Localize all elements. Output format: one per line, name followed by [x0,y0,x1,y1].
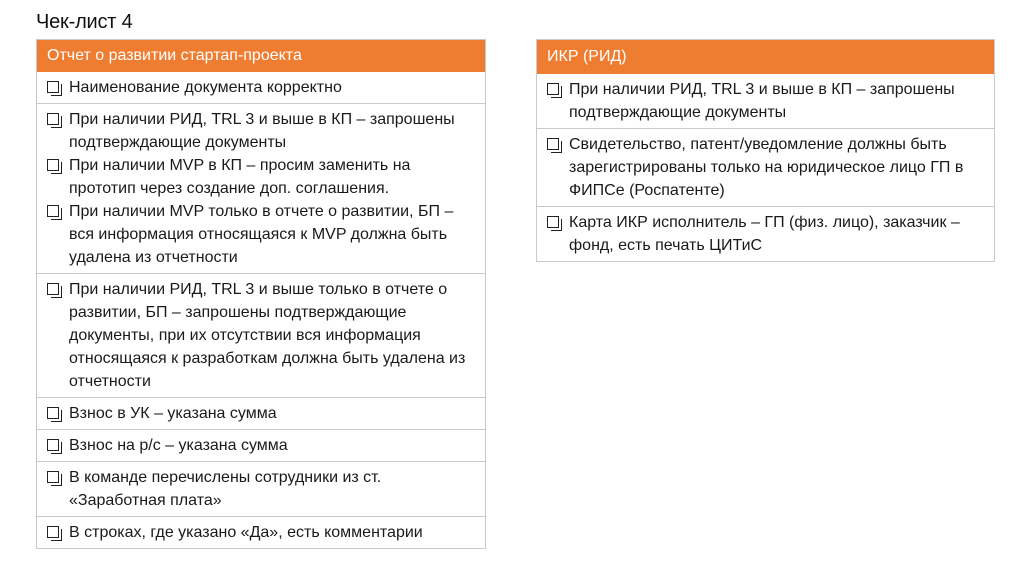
checkbox-icon [47,159,59,171]
checkbox-icon [47,81,59,93]
panel-header: Отчет о развитии стартап-проекта [37,40,485,72]
checklist-item-text: Карта ИКР исполнитель – ГП (физ. лицо), заказчик – фонд, есть печать ЦИТиС [569,214,960,254]
checklist-row [37,429,485,461]
checklist-item-text: Взнос в УК – указана сумма [69,405,277,422]
checklist-item [45,466,477,512]
checklist-rows [37,72,485,548]
checkbox-icon [547,138,559,150]
ikr-checklist [536,39,995,262]
checklist-item-text: В команде перечислены сотрудники из ст. «Заработная плата» [69,469,382,509]
checklist-row [37,72,485,103]
checklist-item-text: При наличии РИД, TRL 3 и выше в КП – запрошены подтверждающие документы [69,111,455,151]
checklist-item-text: При наличии MVP только в отчете о развитии, БП – вся информация относящаяся к MVP должна быть удалена из отчетности [69,203,454,266]
panel-header: ИКР (РИД) [537,40,994,74]
checklist-item [45,434,477,457]
checklist-item [545,211,986,257]
checklist-item-text: При наличии РИД, TRL 3 и выше в КП – запрошены подтверждающие документы [569,81,955,121]
checklist-item [45,154,477,200]
checkbox-icon [47,113,59,125]
checkbox-icon [47,471,59,483]
checkbox-icon [47,439,59,451]
startup-report-checklist [36,39,486,549]
checklist-row [537,128,994,206]
checklist-item-text: При наличии MVP в КП – просим заменить на прототип через создание доп. соглашения. [69,157,411,197]
checklist-row [37,461,485,516]
checklist-item [545,133,986,202]
checklist-rows [537,74,994,261]
checklist-row [537,206,994,261]
checklist-row [537,74,994,128]
checklist-row [37,273,485,397]
checklist-item [45,108,477,154]
checkbox-icon [47,407,59,419]
checkbox-icon [547,83,559,95]
checklist-item-text: При наличии РИД, TRL 3 и выше только в отчете о развитии, БП – запрошены подтверждающие документы, при их отсутствии вся информация относящаяся к разработкам должна быть удалена из отчетности [69,281,466,390]
checklist-row [37,103,485,273]
checkbox-icon [547,216,559,228]
slide-title: Чек-лист 4 [36,11,133,33]
checklist-item-text: Наименование документа корректно [69,79,342,96]
checklist-item [45,402,477,425]
checklist-item [45,200,477,269]
checklist-item [45,76,477,99]
checklist-row [37,397,485,429]
checklist-item [45,521,477,544]
checklist-item-text: Взнос на р/с – указана сумма [69,437,288,454]
checkbox-icon [47,526,59,538]
checklist-item [45,278,477,393]
checkbox-icon [47,205,59,217]
checklist-row [37,516,485,548]
checklist-item [545,78,986,124]
checkbox-icon [47,283,59,295]
checklist-item-text: Свидетельство, патент/уведомление должны быть зарегистрированы только на юридическое лицо ГП в ФИПСе (Роспатенте) [569,136,964,199]
checklist-item-text: В строках, где указано «Да», есть комментарии [69,524,423,541]
